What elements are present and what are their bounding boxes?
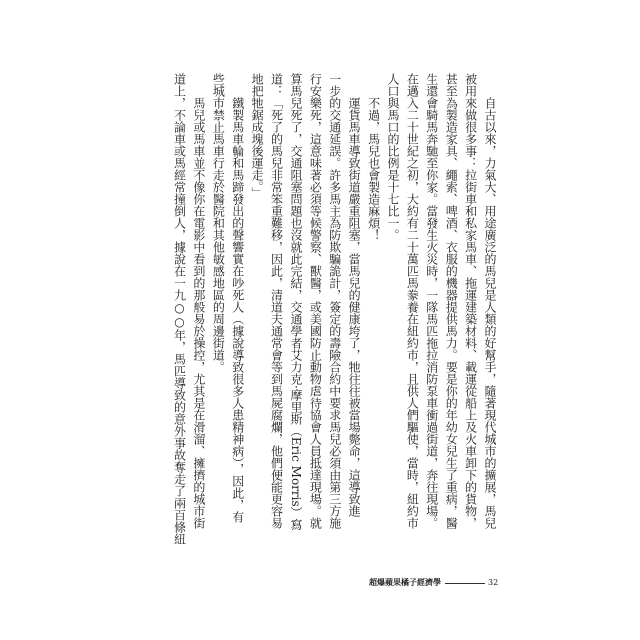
text-column: 在邁入二十世紀之初，大約有二十萬匹馬豢養在紐約市，且供人們驅使，當時，紐約市 bbox=[405, 73, 420, 529]
vertical-text-block bbox=[169, 73, 499, 553]
text-column: 生還會騎馬奔馳至你家。當發生火災時，一隊馬匹拖拉消防泵車衝過街道，奔往現場。 bbox=[424, 73, 439, 529]
text-column: 不過，馬兒也會製造麻煩！ bbox=[366, 97, 381, 241]
text-column: 行安樂死，這意味著必須等候警察、獸醫，或美國防止動物虐待協會人員抵達現場。就 bbox=[308, 73, 323, 529]
paragraph bbox=[169, 73, 208, 553]
paragraph bbox=[383, 73, 499, 553]
footer-rule bbox=[445, 583, 485, 584]
text-column: 甚至為製造家具、繩索、啤酒、衣服的機器提供馬力。要是你的年幼女兒生了重病，醫 bbox=[444, 73, 459, 529]
text-column: 一步的交通延誤。許多馬主為防欺騙詭計，簽定的壽險合約中要求馬兒必須由第三方施 bbox=[327, 73, 342, 529]
text-column: 算馬兒死了，交通阻塞問題也沒就此完結，交通學者艾力克‧摩里斯（Eric Morris）寫 bbox=[288, 73, 303, 531]
text-column: 馬兒或馬車並不像你在電影中看到的那般易於操控，尤其是在滑溜、擁擠的城市街 bbox=[191, 97, 206, 529]
text-column: 鐵製馬車輪和馬蹄發出的聲響實在吵死人（據說導致很多人患精神病），因此，有 bbox=[230, 97, 245, 523]
text-column: 自古以來，力氣大、用途廣泛的馬兒是人類的好幫手，隨著現代城市的擴展，馬兒 bbox=[483, 97, 497, 529]
text-column: 道上，不論車或馬經常撞倒人，據說在一九○○年，馬匹導致的意外事故奪走了兩百條紐 bbox=[172, 73, 187, 545]
text-column: 地把牠鋸成塊後運走。」 bbox=[250, 73, 265, 199]
text-column: 道：「死了的馬兒非常笨重難移，因此，清道夫通常會等到馬屍腐爛，他們便能更容易 bbox=[269, 73, 284, 529]
paragraph bbox=[363, 73, 382, 553]
text-column: 被用來做很多事：拉街車和私家馬車、拖運建築材料、載運從船上及火車卸下的貨物， bbox=[463, 73, 478, 529]
text-column: 些城市禁止馬車行走於醫院和其他敏感地區的周邊街道。 bbox=[211, 73, 226, 373]
paragraph bbox=[208, 73, 247, 553]
text-column: 人口與馬口的比例是十七比一。 bbox=[385, 73, 400, 241]
paragraph bbox=[247, 73, 363, 553]
page-footer bbox=[369, 577, 498, 588]
text-column: 運貨馬車導致街道嚴重阻塞，當馬兒的健康垮了，牠往往被當場斃命，這導致進 bbox=[347, 97, 362, 517]
page-number: 32 bbox=[488, 578, 499, 587]
running-title: 超爆蘋果橘子經濟學 bbox=[369, 577, 441, 587]
